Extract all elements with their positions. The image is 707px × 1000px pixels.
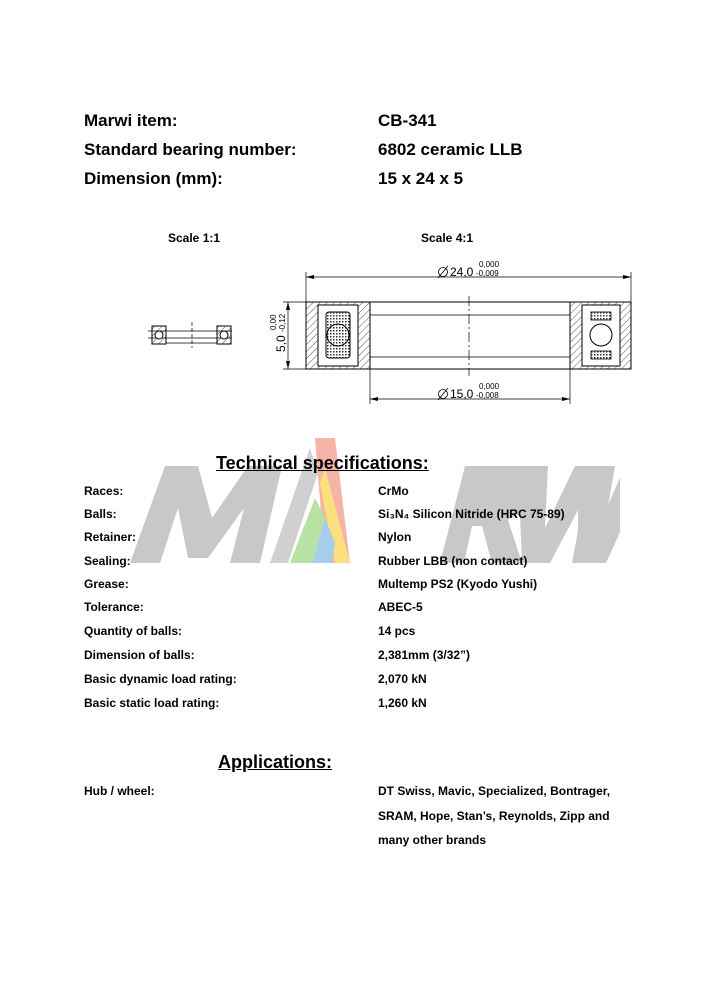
applications-line-1: DT Swiss, Mavic, Specialized, Bontrager, xyxy=(378,784,611,798)
standard-bearing-value: 6802 ceramic LLB xyxy=(378,140,523,159)
spec-value-dynamic-load: 2,070 kN xyxy=(378,672,427,686)
spec-label-dynamic-load: Basic dynamic load rating: xyxy=(84,672,237,686)
spec-value-tolerance: ABEC-5 xyxy=(378,600,423,614)
spec-value-quantity: 14 pcs xyxy=(378,624,416,638)
spec-value-retainer: Nylon xyxy=(378,530,412,544)
applications-label: Hub / wheel: xyxy=(84,784,155,798)
dimension-label: Dimension (mm): xyxy=(84,169,223,188)
inner-diameter-value: 15,0 xyxy=(450,387,474,401)
inner-tolerance-lower: -0,008 xyxy=(476,391,499,400)
spec-label-grease: Grease: xyxy=(84,577,129,591)
spec-value-static-load: 1,260 kN xyxy=(378,696,427,710)
inner-diameter-label xyxy=(438,382,500,401)
outer-tolerance-lower: -0,009 xyxy=(476,269,499,278)
small-bearing xyxy=(148,322,232,348)
inner-tolerance-upper: 0,000 xyxy=(479,382,500,391)
spec-label-tolerance: Tolerance: xyxy=(84,600,144,614)
spec-label-quantity: Quantity of balls: xyxy=(84,624,183,638)
width-value: 5,0 xyxy=(274,335,288,352)
outer-diameter-value: 24,0 xyxy=(450,265,474,279)
outer-tolerance-upper: 0,000 xyxy=(479,260,500,269)
applications-title: Applications: xyxy=(218,752,333,772)
specs-title: Technical specifications: xyxy=(216,453,429,473)
spec-label-sealing: Sealing: xyxy=(84,554,131,568)
spec-value-races: CrMo xyxy=(378,484,409,498)
spec-label-retainer: Retainer: xyxy=(84,530,137,544)
spec-value-grease: Multemp PS2 (Kyodo Yushi) xyxy=(378,577,538,591)
spec-label-ball-dimension: Dimension of balls: xyxy=(84,648,195,662)
scale-large-label: Scale 4:1 xyxy=(421,231,474,245)
width-label xyxy=(269,313,288,352)
applications-line-2: SRAM, Hope, Stan’s, Reynolds, Zipp and xyxy=(378,809,610,823)
width-tolerance-upper: 0,00 xyxy=(269,314,278,330)
standard-bearing-label: Standard bearing number: xyxy=(84,140,297,159)
spec-label-races: Races: xyxy=(84,484,124,498)
large-bearing xyxy=(283,272,631,404)
width-tolerance-lower: -0,12 xyxy=(278,313,287,332)
applications-line-3: many other brands xyxy=(378,833,487,847)
spec-value-sealing: Rubber LBB (non contact) xyxy=(378,554,528,568)
spec-label-static-load: Basic static load rating: xyxy=(84,696,220,710)
spec-value-balls: Si₃N₄ Silicon Nitride (HRC 75-89) xyxy=(378,507,565,521)
bearing-drawing xyxy=(0,0,707,420)
spec-label-balls: Balls: xyxy=(84,507,117,521)
spec-value-ball-dimension: 2,381mm (3/32”) xyxy=(378,648,471,662)
outer-diameter-label xyxy=(438,260,500,279)
dimension-value: 15 x 24 x 5 xyxy=(378,169,464,188)
item-value: CB-341 xyxy=(378,111,437,130)
item-label: Marwi item: xyxy=(84,111,178,130)
scale-small-label: Scale 1:1 xyxy=(168,231,221,245)
